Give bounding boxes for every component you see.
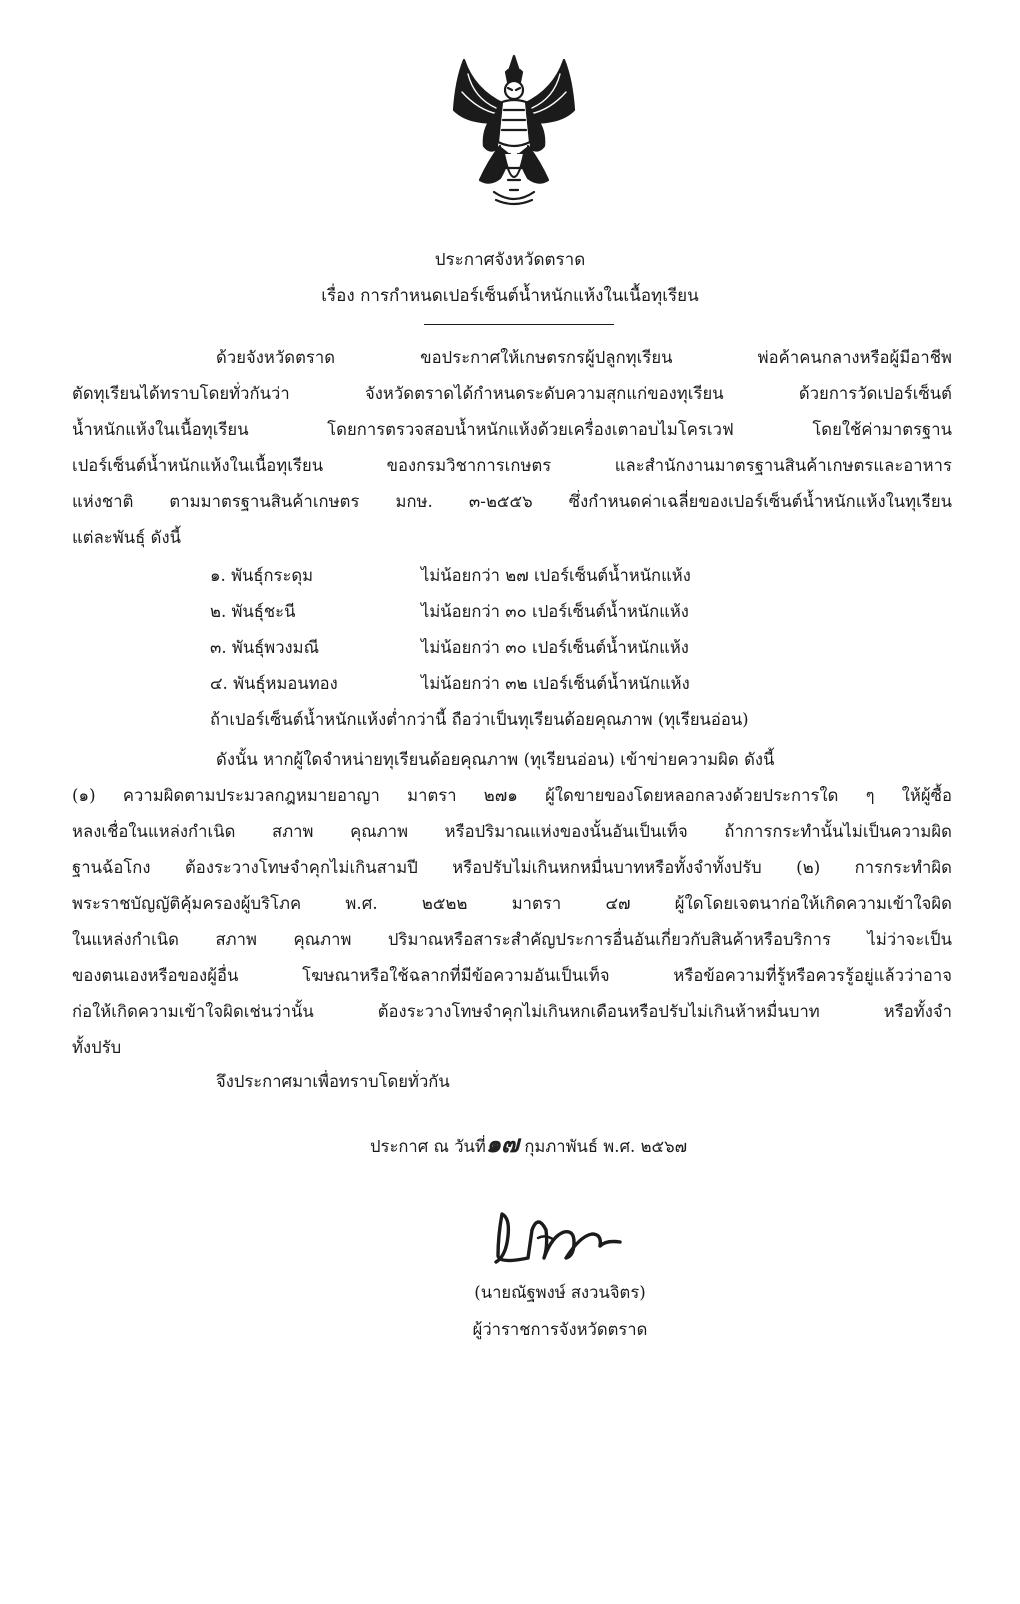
signatory-name: (นายณัฐพงษ์ สงวนจิตร) — [474, 1283, 646, 1302]
list-item — [210, 594, 770, 630]
paragraph-line: เปอร์เซ็นต์น้ำหนักแห้งในเนื้อทุเรียน ของกรมวิชาการเกษตร และสำนักงานมาตรฐานสินค้าเกษตรและอาหาร — [72, 456, 952, 475]
list-item — [210, 666, 770, 702]
variety-list — [210, 558, 770, 702]
paragraph-line: ตัดทุเรียนได้ทราบโดยทั่วกันว่า จังหวัดตราดได้กำหนดระดับความสุกแก่ของทุเรียน ด้วยการวัดเปอร์เซ็นต์ — [72, 384, 952, 403]
quality-note: ถ้าเปอร์เซ็นต์น้ำหนักแห้งต่ำกว่านี้ ถือว่าเป็นทุเรียนด้อยคุณภาพ (ทุเรียนอ่อน) — [210, 710, 749, 729]
paragraph-line: ก่อให้เกิดความเข้าใจผิดเช่นว่านั้น ต้องระวางโทษจำคุกไม่เกินหกเดือนหรือปรับไม่เกินห้าหมื่นบาท หรือทั้งจำ — [72, 1002, 952, 1021]
signatory-position: ผู้ว่าราชการจังหวัดตราด — [472, 1320, 648, 1339]
date-suffix: กุมภาพันธ์ พ.ศ. ๒๕๖๗ — [524, 1137, 688, 1156]
announcement-title: ประกาศจังหวัดตราด — [434, 250, 586, 270]
variety-name: ๒. พันธุ์ชะนี — [210, 602, 296, 621]
penalty-paragraph — [72, 742, 952, 1066]
variety-name: ๑. พันธุ์กระดุม — [210, 566, 314, 585]
variety-threshold: ไม่น้อยกว่า ๒๗ เปอร์เซ็นต์น้ำหนักแห้ง — [421, 566, 691, 585]
paragraph-line: ของตนเองหรือของผู้อื่น โฆษณาหรือใช้ฉลากที่มีข้อความอันเป็นเท็จ หรือข้อความที่รู้หรือควรรู้อยู่แล้วว่าอาจ — [72, 966, 952, 985]
paragraph-line: ในแหล่งกำเนิด สภาพ คุณภาพ ปริมาณหรือสาระสำคัญประการอื่นอันเกี่ยวกับสินค้าหรือบริการ ไม่ว่าจะเป็น — [72, 930, 952, 949]
paragraph-line: ด้วยจังหวัดตราด ขอประกาศให้เกษตรกรผู้ปลูกทุเรียน พ่อค้าคนกลางหรือผู้มีอาชีพ — [216, 348, 952, 367]
paragraph-line: (๑) ความผิดตามประมวลกฎหมายอาญา มาตรา ๒๗๑ ผู้ใดขายของโดยหลอกลวงด้วยประการใด ๆ ให้ผู้ซื้อ — [72, 786, 952, 805]
paragraph-line: แห่งชาติ ตามมาตรฐานสินค้าเกษตร มกษ. ๓-๒๕๕๖ ซึ่งกำหนดค่าเฉลี่ยของเปอร์เซ็นต์น้ำหนักแห้งในทุเรียน — [72, 492, 952, 511]
paragraph-line: พระราชบัญญัติคุ้มครองผู้บริโภค พ.ศ. ๒๕๒๒ มาตรา ๔๗ ผู้ใดโดยเจตนาก่อให้เกิดความเข้าใจผิด — [72, 894, 952, 913]
list-item — [210, 558, 770, 594]
date-prefix: ประกาศ ณ วันที่ — [370, 1137, 486, 1156]
announcement-subject: เรื่อง การกำหนดเปอร์เซ็นต์น้ำหนักแห้งในเนื้อทุเรียน — [321, 286, 699, 306]
paragraph-line: ฐานฉ้อโกง ต้องระวางโทษจำคุกไม่เกินสามปี หรือปรับไม่เกินหกหมื่นบาทหรือทั้งจำทั้งปรับ (๒) การกระทำผิด — [72, 858, 952, 877]
title-divider — [424, 324, 614, 325]
paragraph-line: แต่ละพันธุ์ ดังนี้ — [72, 528, 182, 547]
paragraph-line: น้ำหนักแห้งในเนื้อทุเรียน โดยการตรวจสอบน้ำหนักแห้งด้วยเครื่องเตาอบไมโครเวฟ โดยใช้ค่ามาตรฐาน — [72, 420, 952, 439]
paragraph-line: ทั้งปรับ — [72, 1038, 122, 1057]
closing-statement: จึงประกาศมาเพื่อทราบโดยทั่วกัน — [216, 1072, 450, 1091]
signature-icon — [488, 1206, 648, 1266]
intro-paragraph — [72, 340, 952, 556]
handwritten-day: ๑๗ — [485, 1130, 520, 1158]
variety-name: ๔. พันธุ์หมอนทอง — [210, 674, 338, 693]
announcement-date — [370, 1126, 687, 1165]
list-item — [210, 630, 770, 666]
paragraph-line: ดังนั้น หากผู้ใดจำหน่ายทุเรียนด้อยคุณภาพ (ทุเรียนอ่อน) เข้าข่ายความผิด ดังนี้ — [216, 750, 775, 769]
variety-threshold: ไม่น้อยกว่า ๓๐ เปอร์เซ็นต์น้ำหนักแห้ง — [421, 638, 689, 657]
garuda-emblem-icon — [434, 50, 594, 208]
variety-threshold: ไม่น้อยกว่า ๓๒ เปอร์เซ็นต์น้ำหนักแห้ง — [421, 674, 690, 693]
variety-name: ๓. พันธุ์พวงมณี — [210, 638, 319, 657]
variety-threshold: ไม่น้อยกว่า ๓๐ เปอร์เซ็นต์น้ำหนักแห้ง — [421, 602, 689, 621]
paragraph-line: หลงเชื่อในแหล่งกำเนิด สภาพ คุณภาพ หรือปริมาณแห่งของนั้นอันเป็นเท็จ ถ้าการกระทำนั้นไม่เป็นความผิด — [72, 822, 952, 841]
